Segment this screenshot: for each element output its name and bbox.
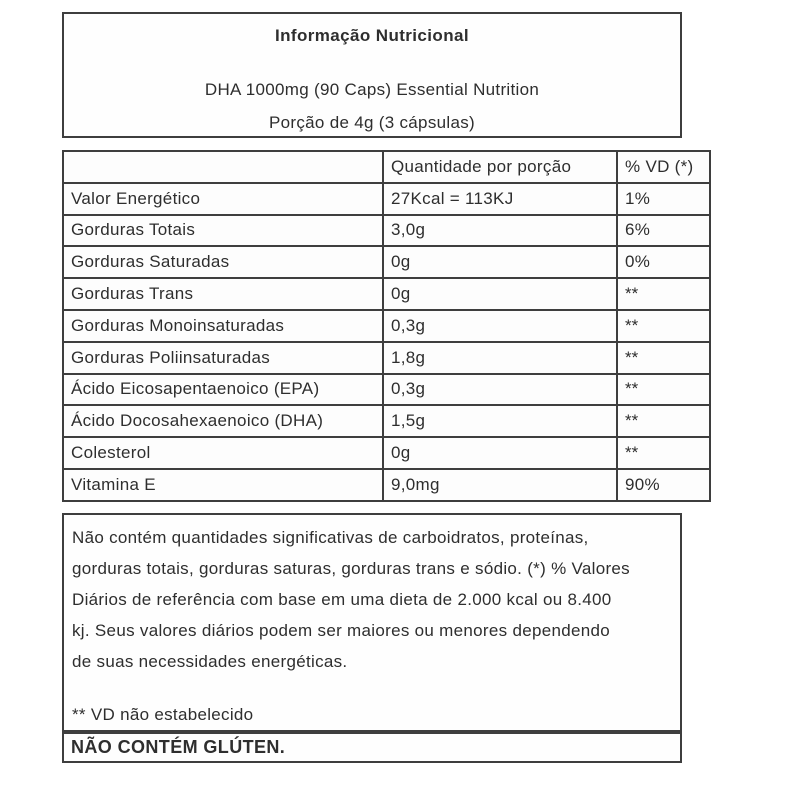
vd-cell: 90% xyxy=(617,469,710,501)
notes-line: kj. Seus valores diários podem ser maiores ou menores dependendo xyxy=(72,620,610,640)
vd-cell: ** xyxy=(617,342,710,374)
vd-cell: ** xyxy=(617,310,710,342)
table-header-row xyxy=(63,151,710,183)
quantity-cell: 1,5g xyxy=(383,405,617,437)
table-row xyxy=(63,246,710,278)
vd-cell: ** xyxy=(617,374,710,406)
quantity-cell: 27Kcal = 113KJ xyxy=(383,183,617,215)
quantity-cell: 0,3g xyxy=(383,374,617,406)
nutrition-table xyxy=(62,150,711,502)
table-row xyxy=(63,215,710,247)
table-row xyxy=(63,183,710,215)
nutrient-name-cell: Ácido Eicosapentaenoico (EPA) xyxy=(63,374,383,406)
nutrient-name-cell: Gorduras Totais xyxy=(63,215,383,247)
notes-line: de suas necessidades energéticas. xyxy=(72,651,348,671)
product-name: DHA 1000mg (90 Caps) Essential Nutrition xyxy=(204,80,540,99)
quantity-cell: 0g xyxy=(383,246,617,278)
quantity-cell: 0g xyxy=(383,278,617,310)
vd-cell: ** xyxy=(617,405,710,437)
vd-cell: ** xyxy=(617,278,710,310)
vd-cell: 1% xyxy=(617,183,710,215)
label-title: Informação Nutricional xyxy=(275,26,469,45)
gluten-text: NÃO CONTÉM GLÚTEN. xyxy=(71,736,286,757)
table-row xyxy=(63,405,710,437)
gluten-banner xyxy=(62,732,682,763)
quantity-cell: 0,3g xyxy=(383,310,617,342)
vd-cell: 6% xyxy=(617,215,710,247)
header-panel xyxy=(62,12,682,138)
quantity-cell: 3,0g xyxy=(383,215,617,247)
table-row xyxy=(63,437,710,469)
nutrient-name-cell: Ácido Docosahexaenoico (DHA) xyxy=(63,405,383,437)
nutrient-name-cell: Gorduras Poliinsaturadas xyxy=(63,342,383,374)
nutrient-name-cell: Gorduras Trans xyxy=(63,278,383,310)
serving-size: Porção de 4g (3 cápsulas) xyxy=(269,113,475,132)
quantity-cell: 0g xyxy=(383,437,617,469)
nutrient-name-cell: Gorduras Monoinsaturadas xyxy=(63,310,383,342)
nutrition-label xyxy=(62,12,694,763)
col-header-quantity: Quantidade por porção xyxy=(383,151,617,183)
nutrient-name-cell: Colesterol xyxy=(63,437,383,469)
quantity-cell: 9,0mg xyxy=(383,469,617,501)
table-row xyxy=(63,469,710,501)
table-row xyxy=(63,342,710,374)
table-row xyxy=(63,310,710,342)
quantity-cell: 1,8g xyxy=(383,342,617,374)
nutrient-name-cell: Gorduras Saturadas xyxy=(63,246,383,278)
notes-panel xyxy=(62,513,682,732)
notes-line: Não contém quantidades significativas de carboidratos, proteínas, xyxy=(72,527,589,547)
col-header-nutrient xyxy=(63,151,383,183)
notes-line: gorduras totais, gorduras saturas, gorduras trans e sódio. (*) % Valores xyxy=(72,558,630,578)
vd-footnote: ** VD não estabelecido xyxy=(72,704,254,724)
vd-cell: 0% xyxy=(617,246,710,278)
vd-cell: ** xyxy=(617,437,710,469)
col-header-vd: % VD (*) xyxy=(617,151,710,183)
notes-line: Diários de referência com base em uma dieta de 2.000 kcal ou 8.400 xyxy=(72,589,612,609)
table-row xyxy=(63,374,710,406)
nutrient-name-cell: Vitamina E xyxy=(63,469,383,501)
table-row xyxy=(63,278,710,310)
nutrient-name-cell: Valor Energético xyxy=(63,183,383,215)
